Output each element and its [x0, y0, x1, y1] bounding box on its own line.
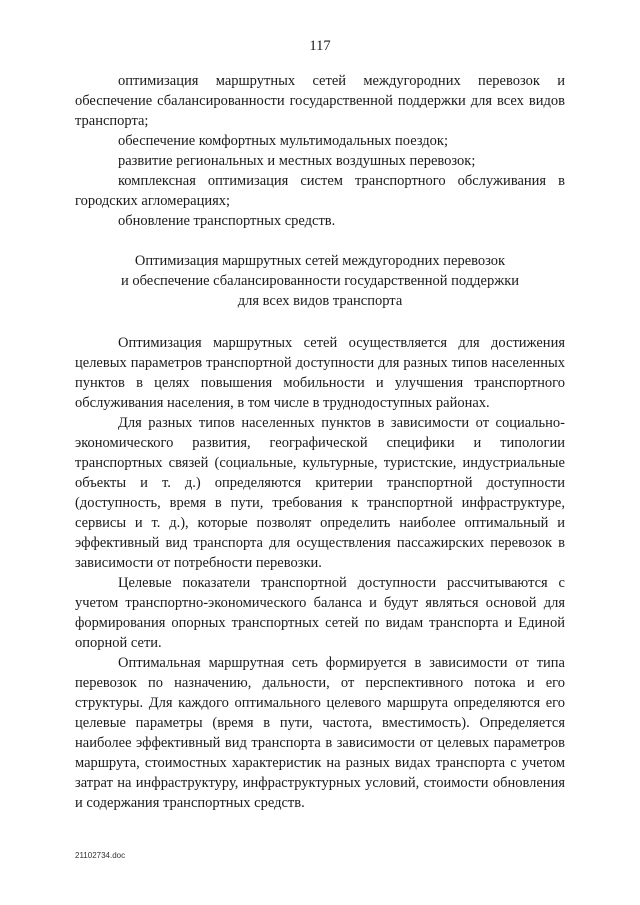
list-item: комплексная оптимизация систем транспортного обслуживания в городских агломерациях; — [75, 173, 565, 209]
page-number: 117 — [309, 38, 331, 54]
body-paragraph: Оптимизация маршрутных сетей осуществляется для достижения целевых параметров транспортной доступности для разных типов населенных пунктов в целях повышения мобильности и улучшения транспортного обслуживания населения, в том числе в труднодоступных районах. — [75, 335, 565, 411]
document-body — [75, 71, 565, 813]
body-paragraph: Целевые показатели транспортной доступности рассчитываются с учетом транспортно-экономического баланса и будут являться основой для формирования опорных транспортных сетей по видам транспорта и Единой опорной сети. — [75, 575, 565, 651]
list-item: обновление транспортных средств. — [118, 213, 336, 229]
section-heading-line: Оптимизация маршрутных сетей междугородних перевозок — [134, 253, 506, 269]
list-item: обеспечение комфортных мультимодальных поездок; — [118, 133, 449, 149]
body-paragraph: Оптимальная маршрутная сеть формируется в зависимости от типа перевозок по назначению, дальности, от перспективного потока и его структуры. Для каждого оптимального целевого маршрута определяются его целевые параметры (время в пути, частота, вместимость). Определяется наиболее эффективный вид транспорта в зависимости от целевых параметров маршрута, стоимостных характеристик на разных видах транспорта с учетом затрат на инфраструктуру, инфраструктурных условий, стоимости обновления и содержания транспортных средств. — [75, 655, 565, 811]
section-heading — [75, 251, 565, 311]
list-item: оптимизация маршрутных сетей междугородних перевозок и обеспечение сбалансированности государственной поддержки для всех видов транспорта; — [75, 73, 565, 129]
document-filename: 21102734.doc — [75, 851, 126, 860]
body-paragraph: Для разных типов населенных пунктов в зависимости от социально-экономического развития, географической специфики и типологии транспортных связей (социальные, культурные, туристские, индустриальные объекты и т. д.) определяются критерии транспортной доступности (доступность, время в пути, требования к транспортной инфраструктуре, сервисы и т. д.), которые позволят определить наиболее оптимальный и эффективный вид транспорта для осуществления пассажирских перевозок в зависимости от потребности перевозки. — [75, 415, 565, 571]
section-heading-line: и обеспечение сбалансированности государственной поддержки — [120, 273, 520, 289]
section-heading-line: для всех видов транспорта — [237, 293, 403, 309]
list-item: развитие региональных и местных воздушных перевозок; — [118, 153, 476, 169]
